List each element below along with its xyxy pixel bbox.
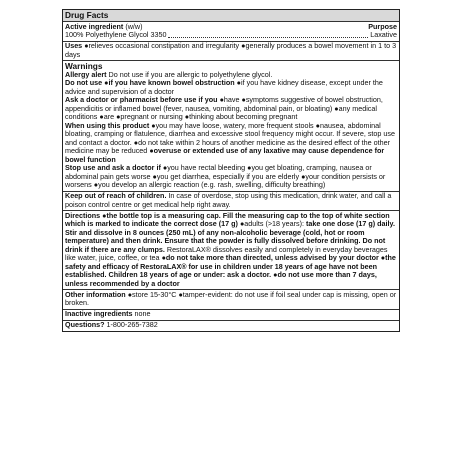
other-information-heading: Other information	[65, 289, 126, 299]
inactive-ingredients-text: none	[132, 309, 151, 318]
do-not-use-heading: Do not use ●if you have known bowel obstruction	[65, 78, 235, 87]
active-ingredient-name: 100% Polyethylene Glycol 3350	[65, 30, 167, 39]
do-not-use-text: ●if you have kidney disease, except under the advice and supervision of a doctor	[65, 78, 383, 96]
active-ingredient-row	[65, 31, 397, 40]
questions-heading: Questions?	[65, 320, 105, 329]
active-ingredient-section	[63, 21, 399, 41]
warnings-heading: Warnings	[65, 60, 103, 71]
other-information	[65, 291, 397, 308]
stop-use	[65, 164, 397, 190]
uses-heading: Uses	[65, 41, 83, 50]
directions-section	[63, 210, 399, 289]
leader-dots	[168, 37, 369, 38]
directions-text-3: RestoraLAX® dissolves easily and completely in everyday beverages like water, juice, coffee, or tea	[65, 244, 388, 262]
directions-paragraph	[65, 212, 397, 289]
active-ingredient-heading: Active ingredient	[65, 21, 124, 31]
stop-use-text: ●you have rectal bleeding ●you get bloating, cramping, nausea or abdominal pain gets worse ●you get diarrhea, especially if you are elderly ●your condition persists or worsens ●you develop an allergic reaction (e.g. rash, swelling, difficulty breathing)	[65, 163, 386, 189]
keep-out	[65, 192, 397, 209]
uses-paragraph	[65, 42, 397, 59]
active-ingredient-unit: (w/w)	[125, 21, 143, 31]
uses-text: ●relieves occasional constipation and irregularity ●generally produces a bowel movement in 1 to 3 days	[65, 41, 397, 59]
ask-doctor-heading: Ask a doctor or pharmacist before use if you	[65, 95, 218, 104]
other-information-text: ●store 15-30°C ●tamper-evident: do not use if foil seal under cap is missing, open or broken.	[65, 289, 397, 307]
inactive-ingredients-section	[63, 309, 399, 320]
uses-section	[63, 41, 399, 61]
ask-doctor	[65, 96, 397, 122]
allergy-alert-heading: Allergy alert	[65, 69, 107, 79]
ask-doctor-text: ●have ●symptoms suggestive of bowel obstruction, appendicitis or inflamed bowel (fever, nausea, vomiting, abdominal pain, or bloating) ●any medical conditions ●are ●pregnant or nursing ●thinking about becoming pregnant	[65, 95, 383, 121]
when-using	[65, 122, 397, 165]
stop-use-heading: Stop use and ask a doctor if	[65, 163, 161, 172]
when-using-heading: When using this product	[65, 120, 150, 130]
questions-phone: 1-800-265-7382	[104, 320, 158, 329]
warnings-section	[63, 60, 399, 191]
drug-facts-title-bar	[63, 10, 399, 21]
directions-text-1: ●adults (>18 years):	[237, 219, 307, 228]
do-not-use	[65, 79, 397, 96]
keep-out-heading: Keep out of reach of children.	[65, 191, 167, 200]
keep-out-text: In case of overdose, stop using this medication, drink water, and call a poison control centre or get medical help right away.	[65, 191, 392, 209]
purpose-value: Laxative	[370, 30, 397, 39]
directions-heading: Directions	[65, 210, 101, 220]
questions	[65, 321, 397, 330]
questions-section	[63, 320, 399, 331]
allergy-alert-text: Do not use if you are allergic to polyethylene glycol.	[106, 69, 273, 79]
drug-facts-panel	[62, 9, 400, 332]
directions-bold-4: ●do not take more than directed, unless advised by your doctor ●the safety and efficacy of RestoraLAX® for use in children under 18 years of age have not been established. Children 18 years of age or under: ask a doctor.	[65, 253, 396, 279]
inactive-ingredients	[65, 310, 397, 319]
directions-bold-3: Ensure that the powder is fully dissolved before drinking. Do not drink if there are any clumps.	[65, 236, 386, 254]
directions-bold-2: take one dose (17 g) daily. Stir and dissolve in 8 ounces (250 mL) of any non-alcoholic beverage (cold, hot or room temperature) and then drink.	[65, 219, 395, 245]
directions-bold-5: ●do not use more than 7 days, unless recommended by a doctor	[65, 270, 377, 288]
drug-facts-title: Drug Facts	[65, 9, 109, 20]
when-using-text: ●you may have loose, watery, more frequent stools ●nausea, abdominal bloating, cramping or flatulence, diarrhea and excessive stool frequency might occur. If severe, stop use and contact a doctor. ●do not take within 2 hours of another medicine as the desired effect of the other medicine may be reduced	[65, 120, 396, 155]
directions-bold-1: ●the bottle top is a measuring cap. Fill the measuring cap to the top of white section which is marked to indicate the correct dose (17 g)	[65, 210, 390, 228]
purpose-heading: Purpose	[368, 21, 397, 31]
when-using-bold: ●overuse or extended use of any laxative may cause dependence for bowel function	[65, 146, 385, 164]
inactive-ingredients-heading: Inactive ingredients	[65, 309, 133, 318]
other-information-section	[63, 289, 399, 309]
keep-out-section	[63, 191, 399, 211]
